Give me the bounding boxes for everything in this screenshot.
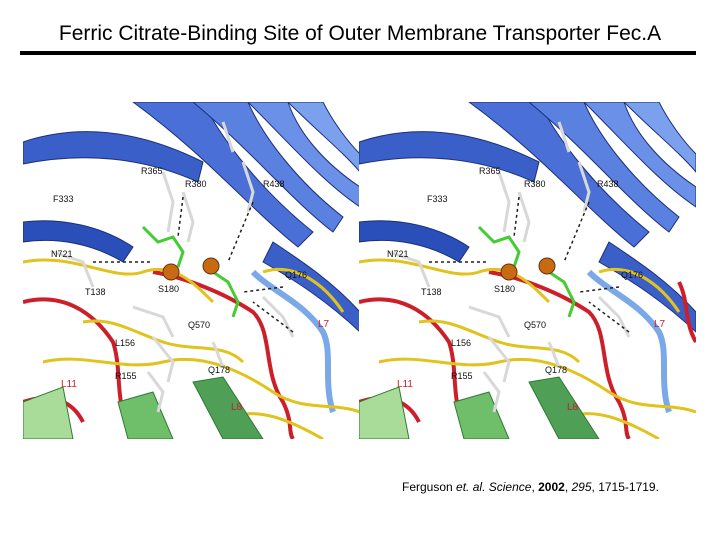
residue-label: N721 (51, 249, 73, 259)
loop-label: L7 (318, 319, 330, 330)
residue-label: S180 (158, 284, 180, 294)
citation-etal: et. al. (456, 480, 486, 494)
protein-structure-right (359, 102, 696, 439)
stereo-image-left (23, 102, 360, 439)
residue-label: R365 (141, 166, 163, 176)
residue-label: Q178 (208, 365, 231, 375)
residue-labels-left (51, 166, 330, 413)
residue-label: L156 (451, 338, 472, 348)
citation-year: 2002 (538, 480, 565, 494)
residue-label: R380 (185, 179, 207, 189)
loop-label: L8 (567, 402, 579, 413)
residue-label: R438 (263, 179, 285, 189)
residue-label: R380 (524, 179, 546, 189)
residue-label: R438 (597, 179, 619, 189)
protein-structure-left (23, 102, 360, 439)
loop-label: L11 (397, 379, 413, 390)
residue-label: T138 (85, 287, 106, 297)
citation-journal: Science (488, 480, 532, 494)
loop-label: L7 (654, 319, 666, 330)
residue-label: Q570 (188, 320, 211, 330)
residue-label: F333 (427, 194, 448, 204)
residue-label: T138 (421, 287, 442, 297)
residue-label: R155 (451, 371, 473, 381)
residue-label: N721 (387, 249, 409, 259)
slide-title: Ferric Citrate-Binding Site of Outer Membrane Transporter Fec.A (58, 22, 662, 45)
title-underline (20, 51, 696, 55)
residue-label: S180 (494, 284, 516, 294)
loop-label: L11 (61, 379, 77, 390)
stereo-image-right (359, 102, 696, 439)
residue-label: R155 (115, 371, 137, 381)
residue-label: F333 (53, 194, 74, 204)
residue-label: Q176 (621, 270, 644, 280)
residue-label: Q178 (545, 365, 568, 375)
residue-label: Q570 (524, 320, 547, 330)
residue-label: R365 (479, 166, 501, 176)
citation-authors: Ferguson (402, 480, 453, 494)
residue-label: Q176 (285, 270, 308, 280)
residue-labels-right (387, 166, 666, 413)
citation-pages: , 1715-1719. (591, 480, 659, 494)
loop-label: L8 (231, 402, 243, 413)
citation: Ferguson et. al. Science, 2002, 295, 1715-1719. (402, 480, 659, 494)
residue-label: L156 (115, 338, 136, 348)
citation-volume: 295 (571, 480, 592, 494)
